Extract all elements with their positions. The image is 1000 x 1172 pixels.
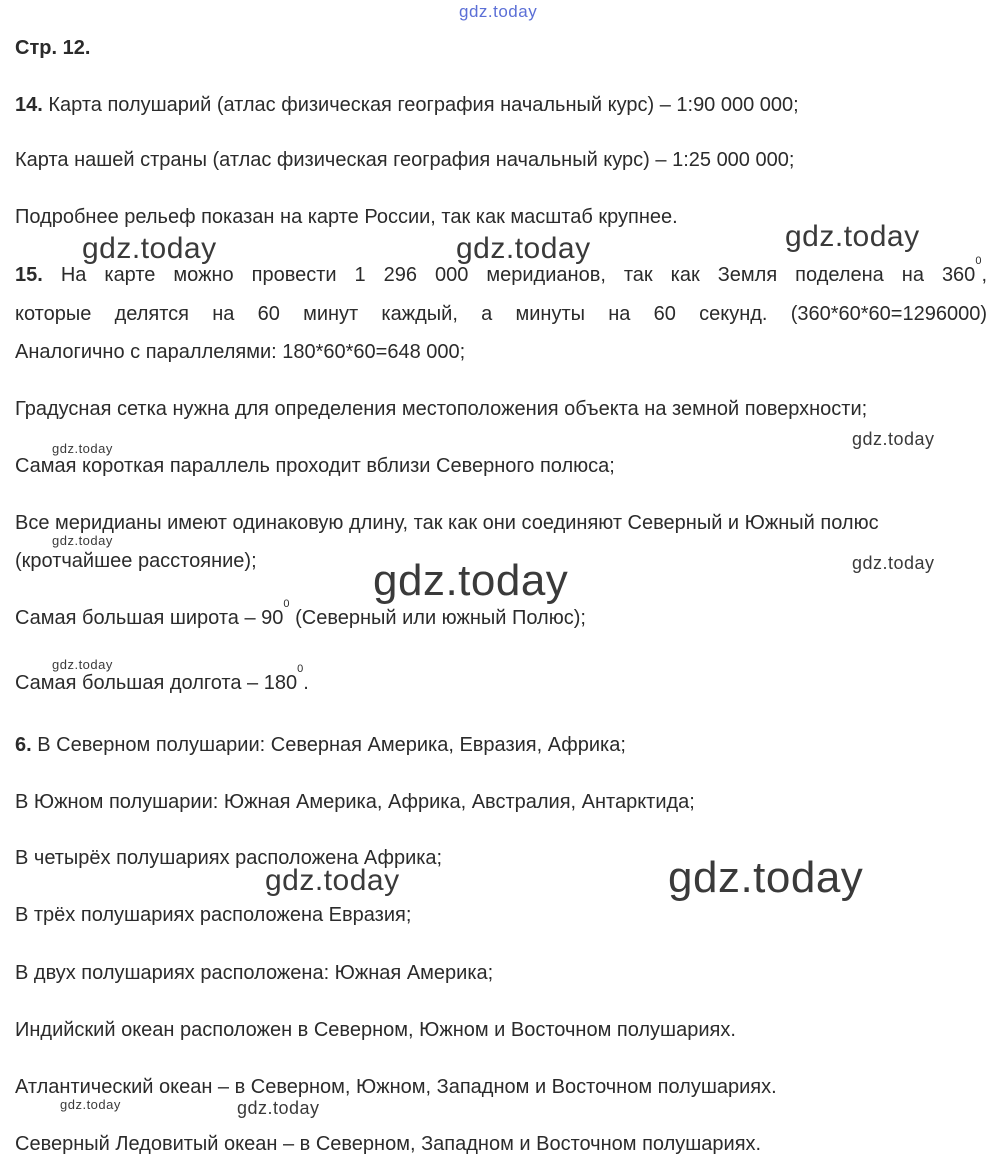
task-15-line-2: которые делятся на 60 минут каждый, а минуты на 60 секунд. (360*60*60=1296000): [15, 303, 987, 325]
watermark: gdz.today: [52, 657, 113, 672]
task-6-line-5: В двух полушариях расположена: Южная Америка;: [15, 962, 494, 984]
watermark: gdz.today: [265, 864, 400, 897]
watermark: gdz.today: [60, 1097, 121, 1112]
watermark: gdz.today: [852, 429, 935, 449]
task-15-line-9: Самая большая долгота – $180^0$.: [15, 663, 309, 694]
task-number: 14.: [15, 94, 43, 116]
watermark: gdz.today: [373, 556, 569, 605]
watermark: gdz.today: [52, 533, 113, 548]
task-14-line-2: Карта нашей страны (атлас физическая география начальный курс) – 1:25 000 000;: [15, 149, 795, 171]
watermark: gdz.today: [82, 232, 217, 265]
task-15-line-5: Самая короткая параллель проходит вблизи Северного полюса;: [15, 455, 615, 477]
task-6-line-6: Индийский океан расположен в Северном, Южном и Восточном полушариях.: [15, 1019, 736, 1041]
task-6-line-8: Северный Ледовитый океан – в Северном, Западном и Восточном полушариях.: [15, 1133, 762, 1155]
watermark: gdz.today: [456, 232, 591, 265]
task-6-line-7: Атлантический океан – в Северном, Южном, Западном и Восточном полушариях.: [15, 1076, 777, 1098]
page-reference: Стр. 12.: [15, 37, 91, 59]
task-6-line-4: В трёх полушариях расположена Евразия;: [15, 904, 412, 926]
task-6-line-2: В Южном полушарии: Южная Америка, Африка, Австралия, Антарктида;: [15, 791, 695, 813]
watermark: gdz.today: [785, 220, 920, 253]
watermark: gdz.today: [237, 1098, 320, 1118]
task-15-line-3: Аналогично с параллелями: 180*60*60=648 000;: [15, 341, 466, 363]
task-15-line-4: Градусная сетка нужна для определения местоположения объекта на земной поверхности;: [15, 398, 868, 420]
task-14-line-1: 14. Карта полушарий (атлас физическая география начальный курс) – 1:90 000 000;: [15, 94, 799, 116]
watermark: gdz.today: [459, 2, 538, 21]
watermark: gdz.today: [52, 441, 113, 456]
watermark: gdz.today: [668, 853, 864, 902]
task-6-line-1: 6. В Северном полушарии: Северная Америка, Евразия, Африка;: [15, 734, 626, 756]
task-15-line-8: Самая большая широта – $90^0$ (Северный или южный Полюс);: [15, 598, 586, 629]
task-15-line-7: (кротчайшее расстояние);: [15, 550, 257, 572]
task-number: 15.: [15, 264, 43, 286]
task-number: 6.: [15, 734, 32, 756]
task-15-line-1: 15. На карте можно провести 1 296 000 меридианов, так как Земля поделена на $360^0$,: [15, 255, 987, 286]
task-6-line-3: В четырёх полушариях расположена Африка;: [15, 847, 443, 869]
watermark: gdz.today: [852, 553, 935, 573]
task-15-line-6: Все меридианы имеют одинаковую длину, так как они соединяют Северный и Южный полюс: [15, 512, 879, 534]
task-14-line-3: Подробнее рельеф показан на карте России, так как масштаб крупнее.: [15, 206, 678, 228]
